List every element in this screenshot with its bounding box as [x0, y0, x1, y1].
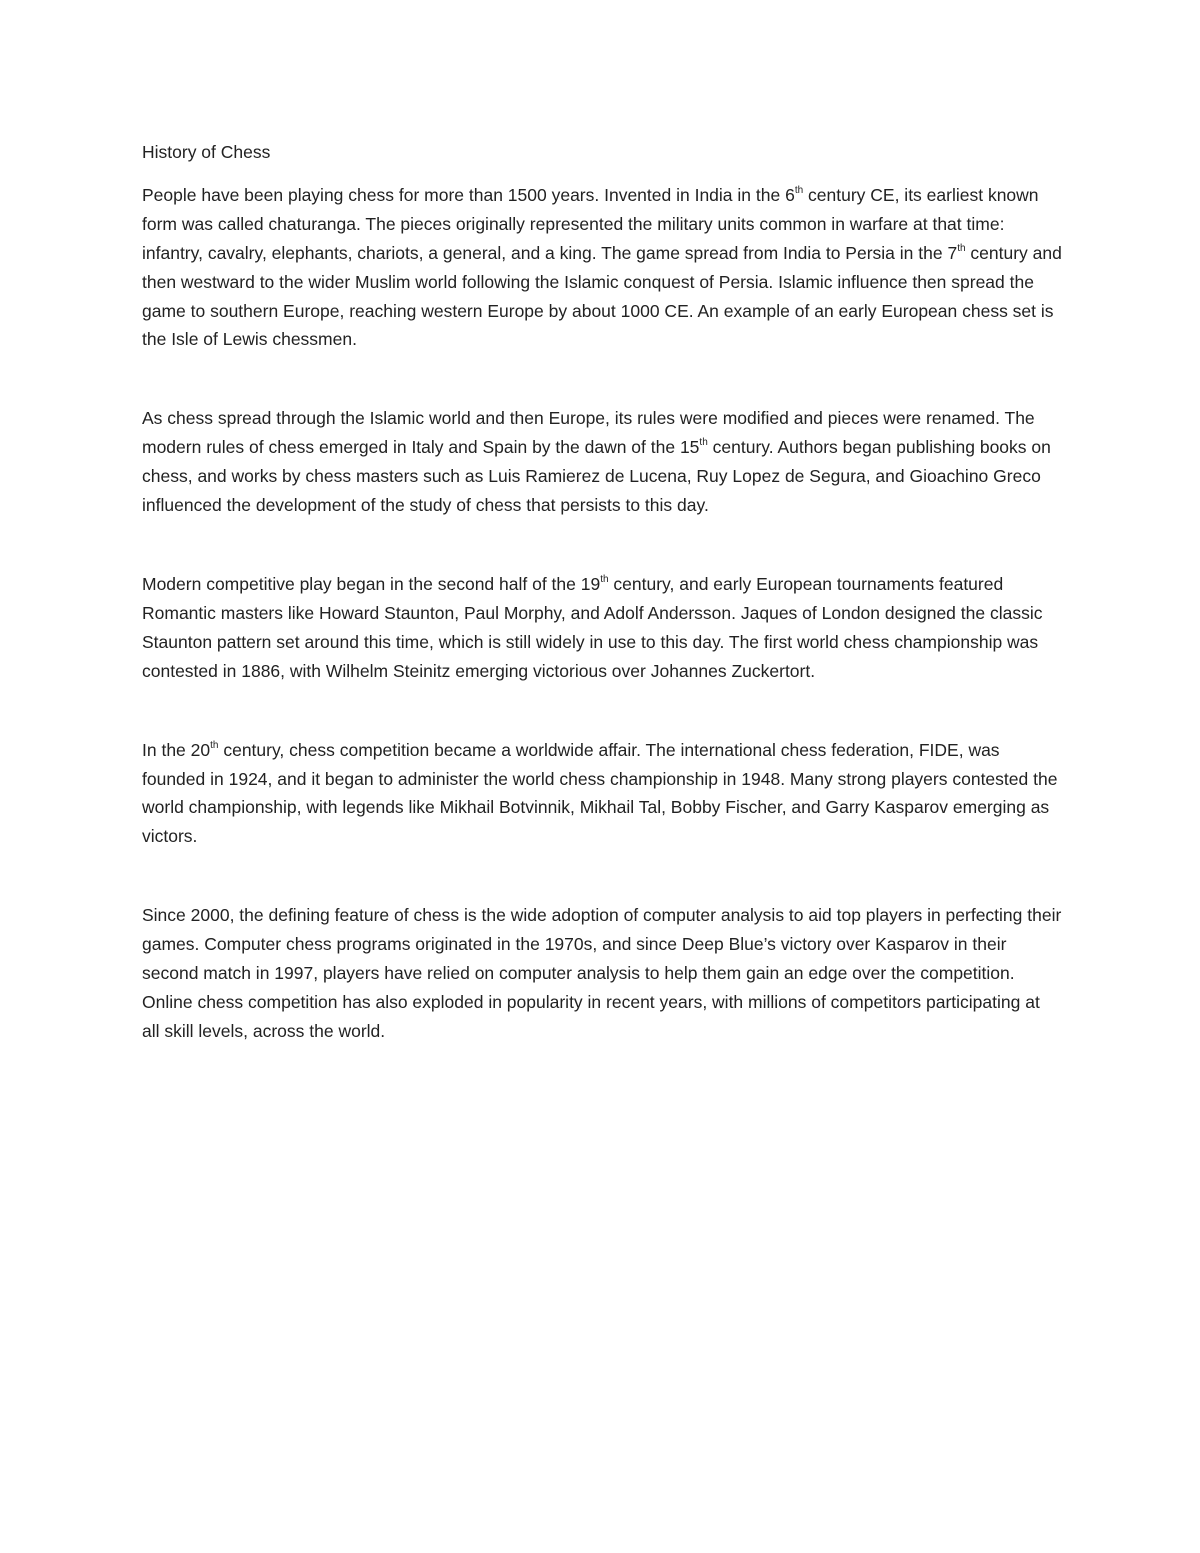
paragraph-europe	[142, 404, 1062, 520]
paragraph-computer-era	[142, 901, 1062, 1046]
paragraph-20th-century	[142, 736, 1062, 852]
paragraph-text: As chess spread through the Islamic world and then Europe, its rules were modified and pieces were renamed. The modern rules of chess emerged in Italy and Spain by the dawn of the 15	[142, 408, 1035, 458]
ordinal-suffix: th	[600, 574, 609, 586]
paragraph-text: century CE, its earliest known form was called chaturanga. The pieces originally represented the military units common in warfare at that time: infantry, cavalry, elephants, chariots, a general, and a king. The game spread from India to Persia in the 7	[142, 184, 1039, 263]
document-page	[142, 138, 1062, 1046]
paragraph-text: People have been playing chess for more than 1500 years. Invented in India in the 6	[142, 184, 795, 205]
paragraph-modern-play	[142, 570, 1062, 686]
document-title: History of Chess	[142, 142, 271, 162]
paragraph-text: century and then westward to the wider Muslim world following the Islamic conquest of Persia. Islamic influence then spread the game to southern Europe, reaching western Europe by about 1000 CE. An example of an early European chess set is the Isle of Lewis chessmen.	[142, 242, 1062, 350]
ordinal-suffix: th	[210, 739, 219, 751]
paragraph-text: In the 20	[142, 739, 211, 760]
paragraph-text: Modern competitive play began in the second half of the 19	[142, 573, 601, 594]
ordinal-suffix: th	[957, 242, 966, 254]
paragraph-text: century, chess competition became a worldwide affair. The international chess federation, FIDE, was founded in 1924, and it began to administer the world chess championship in 1948. Many strong players contested the world championship, with legends like Mikhail Botvinnik, Mikhail Tal, Bobby Fischer, and Garry Kasparov emerging as victors.	[142, 739, 1058, 847]
ordinal-suffix: th	[699, 437, 708, 449]
paragraph-text: century. Authors began publishing books on chess, and works by chess masters such as Luis Ramierez de Lucena, Ruy Lopez de Segura, and Gioachino Greco influenced the development of the study of chess that persists to this day.	[142, 437, 1051, 516]
ordinal-suffix: th	[794, 185, 804, 197]
paragraph-text: century, and early European tournaments featured Romantic masters like Howard Staunton, Paul Morphy, and Adolf Andersson. Jaques of London designed the classic Staunton pattern set around this time, which is still widely in use to this day. The first world chess championship was contested in 1886, with Wilhelm Steinitz emerging victorious over Johannes Zuckertort.	[142, 573, 1043, 681]
paragraph-text: Since 2000, the defining feature of chess is the wide adoption of computer analysis to aid top players in perfecting their games. Computer chess programs originated in the 1970s, and since Deep Blue’s victory over Kasparov in their second match in 1997, players have relied on computer analysis to help them gain an edge over the competition. Online chess competition has also exploded in popularity in recent years, with millions of competitors participating at all skill levels, across the world.	[142, 905, 1062, 1041]
paragraph-origins	[142, 181, 1062, 354]
